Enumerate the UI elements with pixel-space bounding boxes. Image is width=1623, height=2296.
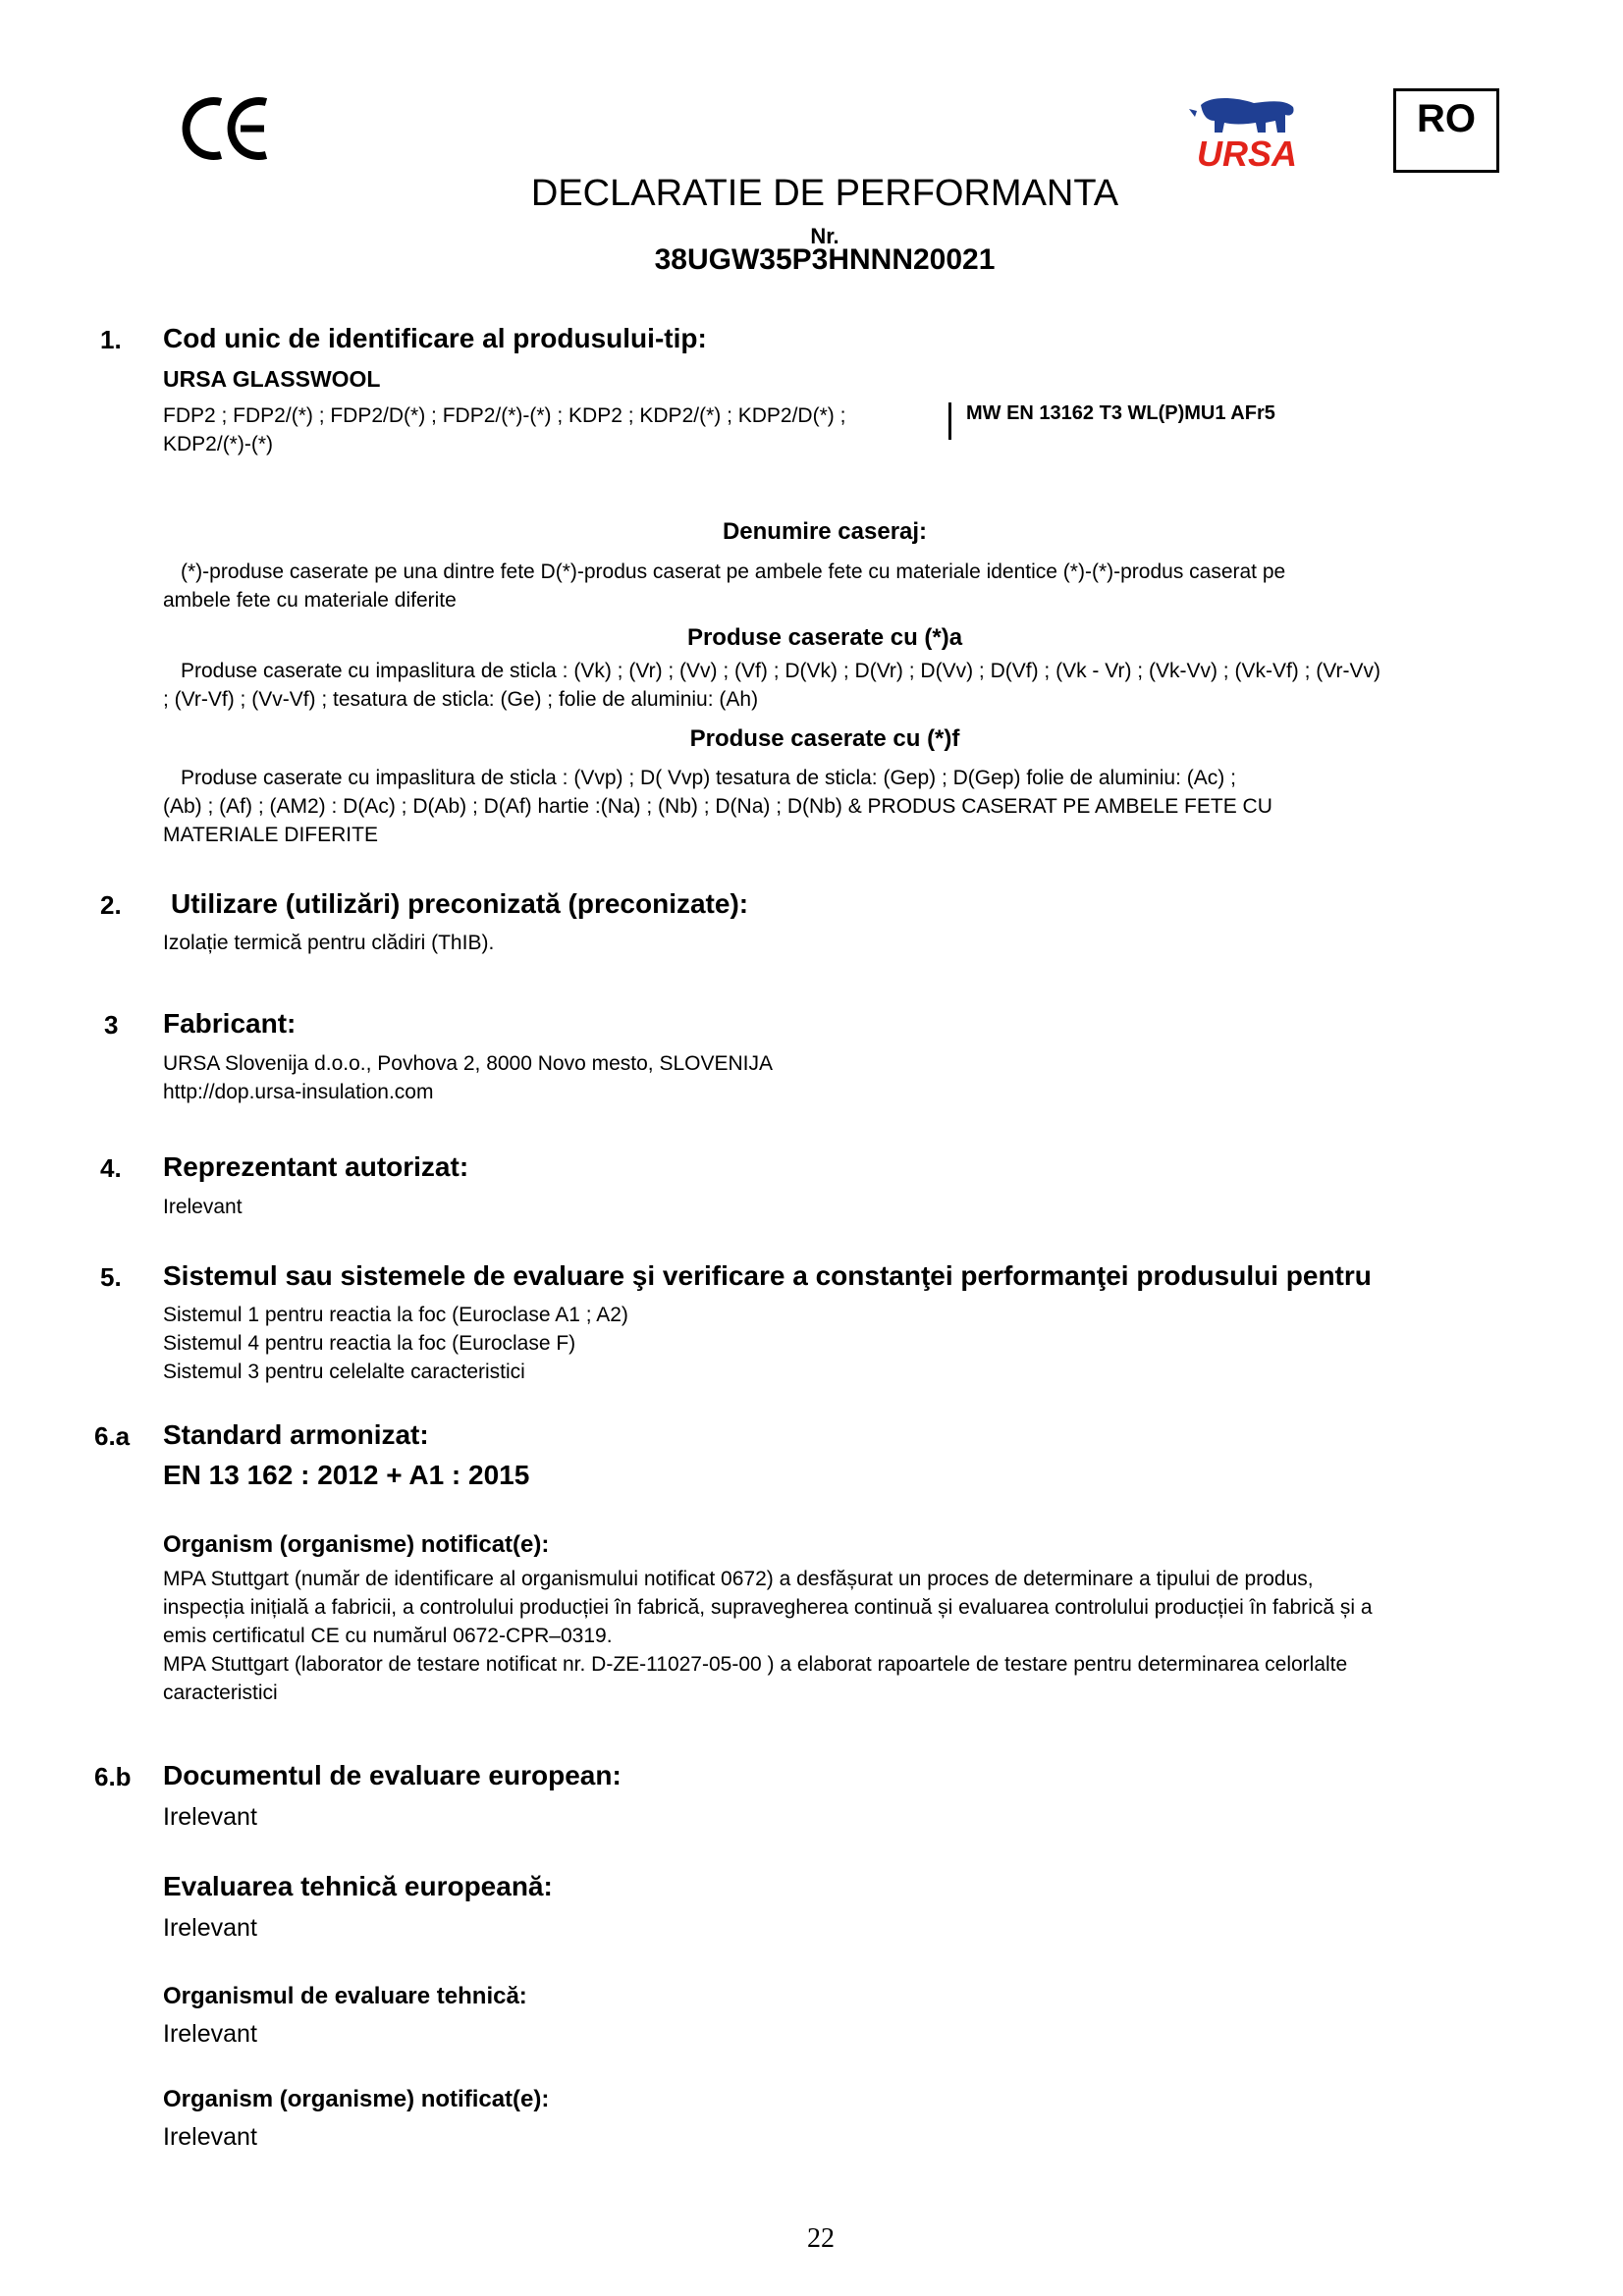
section-number: 6.a xyxy=(94,1421,131,1451)
notified-body-line: inspecția inițială a fabricii, a controlului producției în fabrică, supravegherea continuă și evaluarea controlului producției în fabrică și a xyxy=(163,1596,1373,1619)
section-text: Irelevant xyxy=(163,2020,257,2048)
subsection-title: Evaluarea tehnică europeană: xyxy=(163,1871,553,1901)
svg-text:URSA: URSA xyxy=(1196,133,1298,174)
ursa-logo xyxy=(1183,93,1311,174)
harmonized-standard: EN 13 162 : 2012 + A1 : 2015 xyxy=(163,1460,530,1490)
caseraj-title: Denumire caseraj: xyxy=(722,518,928,545)
system-line: Sistemul 3 pentru celelalte caracteristici xyxy=(163,1361,525,1383)
notified-body-line: MPA Stuttgart (laborator de testare notificat nr. D-ZE-11027-05-00 ) a elaborat rapoartele de testare pentru determinarea celorlalte xyxy=(163,1653,1348,1676)
section-title: Cod unic de identificare al produsului-tip: xyxy=(163,323,707,353)
section-number: 2. xyxy=(100,890,122,920)
caseraj-line: MATERIALE DIFERITE xyxy=(163,824,378,846)
section-title: Utilizare (utilizări) preconizată (preconizate): xyxy=(171,888,749,919)
section-text: Izolație termică pentru clădiri (ThIB). xyxy=(163,932,495,954)
notified-body-line: emis certificatul CE cu numărul 0672-CPR–0319. xyxy=(163,1625,613,1647)
section-text: Irelevant xyxy=(163,2123,257,2151)
subsection-title: Produse caserate cu (*)a xyxy=(686,624,963,651)
system-line: Sistemul 4 pentru reactia la foc (Euroclase F) xyxy=(163,1332,576,1355)
section-text: Irelevant xyxy=(163,1803,257,1831)
product-designation: MW EN 13162 T3 WL(P)MU1 AFr5 xyxy=(966,402,1275,424)
section-number: 3 xyxy=(104,1010,119,1040)
caseraj-line: ; (Vr-Vf) ; (Vv-Vf) ; tesatura de sticla: (Ge) ; folie de aluminiu: (Ah) xyxy=(163,688,759,711)
section-title: Reprezentant autorizat: xyxy=(163,1151,469,1182)
caseraj-line: Produse caserate cu impaslitura de sticla : (Vk) ; (Vr) ; (Vv) ; (Vf) ; D(Vk) ; D(Vr) ; D(Vv) ; D(Vf) ; (Vk - Vr) ; (Vk-Vv) ; (Vk-Vf) ; (Vr-Vv) xyxy=(181,660,1380,682)
product-codes-line: KDP2/(*)-(*) xyxy=(163,433,274,455)
notified-body-line: caracteristici xyxy=(163,1682,278,1704)
declaration-number: 38UGW35P3HNNN20021 xyxy=(654,243,996,276)
language-badge: RO xyxy=(1393,88,1499,173)
section-title: Documentul de evaluare european: xyxy=(163,1760,622,1790)
subsection-title: Produse caserate cu (*)f xyxy=(689,725,960,752)
manufacturer-address: URSA Slovenija d.o.o., Povhova 2, 8000 Novo mesto, SLOVENIJA xyxy=(163,1052,773,1075)
divider xyxy=(948,402,951,440)
product-codes-line: FDP2 ; FDP2/(*) ; FDP2/D(*) ; FDP2/(*)-(*) ; KDP2 ; KDP2/(*) ; KDP2/D(*) ; xyxy=(163,404,846,427)
manufacturer-url: http://dop.ursa-insulation.com xyxy=(163,1081,434,1103)
subsection-title: Organism (organisme) notificat(e): xyxy=(163,2086,550,2112)
caseraj-line: (*)-produse caserate pe una dintre fete D(*)-produs caserat pe ambele fete cu materiale identice (*)-(*)-produs caserat pe xyxy=(181,561,1286,583)
subsection-title: Organismul de evaluare tehnică: xyxy=(163,1983,527,2009)
section-title: Sistemul sau sistemele de evaluare şi verificare a constanţei performanţei produsului pentru xyxy=(163,1260,1372,1291)
section-text: Irelevant xyxy=(163,1196,243,1218)
section-text: Irelevant xyxy=(163,1914,257,1942)
product-name: URSA GLASSWOOL xyxy=(163,366,381,392)
system-line: Sistemul 1 pentru reactia la foc (Euroclase A1 ; A2) xyxy=(163,1304,628,1326)
document-title: DECLARATIE DE PERFORMANTA xyxy=(530,173,1119,214)
section-title: Standard armonizat: xyxy=(163,1419,429,1450)
section-number: 6.b xyxy=(94,1762,132,1791)
ce-mark-icon xyxy=(182,94,272,163)
subsection-title: Organism (organisme) notificat(e): xyxy=(163,1531,550,1558)
caseraj-line: (Ab) ; (Af) ; (AM2) : D(Ac) ; D(Ab) ; D(Af) hartie :(Na) ; (Nb) ; D(Na) ; D(Nb) & PRODUS CASERAT PE AMBELE FETE CU xyxy=(163,795,1272,818)
section-number: 4. xyxy=(100,1153,122,1183)
nr-label: Nr. xyxy=(810,224,839,248)
section-number: 1. xyxy=(100,325,122,354)
caseraj-line: ambele fete cu materiale diferite xyxy=(163,589,457,612)
caseraj-line: Produse caserate cu impaslitura de sticla : (Vvp) ; D( Vvp) tesatura de sticla: (Gep) ; D(Gep) folie de aluminiu: (Ac) ; xyxy=(181,767,1236,789)
section-title: Fabricant: xyxy=(163,1008,297,1039)
page-number: 22 xyxy=(807,2223,835,2254)
notified-body-line: MPA Stuttgart (număr de identificare al organismului notificat 0672) a desfășurat un proces de determinare a tipului de produs, xyxy=(163,1568,1314,1590)
section-number: 5. xyxy=(100,1262,122,1292)
